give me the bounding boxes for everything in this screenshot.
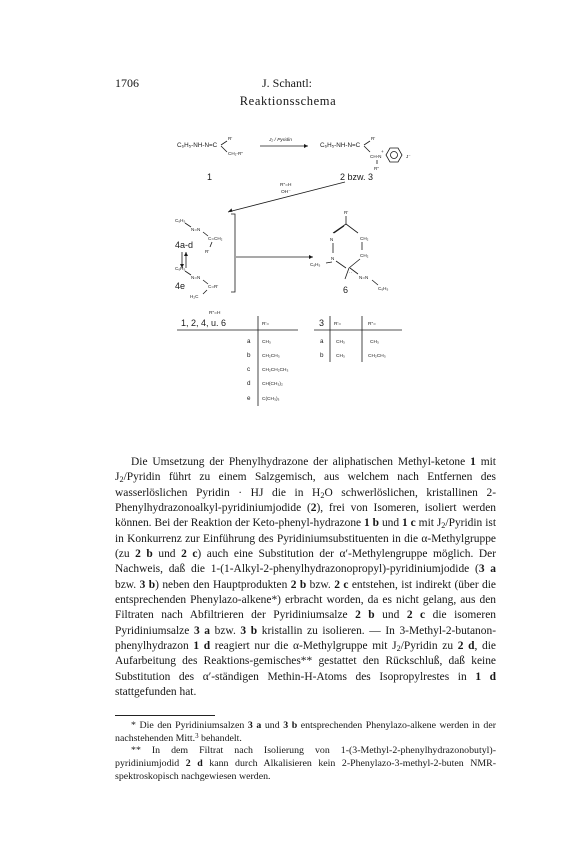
bracket: [231, 214, 235, 292]
compound-4ad-r1: R′: [205, 249, 210, 254]
compound-6-phenyl: C₆H₅: [310, 262, 321, 267]
table-left-row-letter: d: [247, 380, 251, 387]
condition-oh: OH⁻: [281, 190, 291, 195]
product-2-label: 2 bzw. 3: [340, 172, 374, 182]
condition-r2-h: R″=H: [280, 183, 292, 188]
reagent-j2-pyridine: J₂ / Pyridin: [269, 138, 292, 143]
table-left-row-value: CH(CH₃)₂: [262, 382, 283, 387]
compound-6-ring-bond: [346, 224, 358, 233]
compound-4ad-vinyl: C=CH₂: [208, 236, 223, 241]
compound-4ad-phenyl: C₆H₅: [175, 218, 186, 223]
compound-4ad-azo: N=N: [191, 227, 201, 232]
table-left-row-letter: e: [247, 395, 251, 402]
reactant-1-bond: [221, 141, 227, 145]
table-right-row-value: CH₂CH₃: [368, 354, 386, 359]
table-left-row-value: CH₃: [262, 340, 271, 345]
body-text: [115, 455, 496, 701]
compound-6-ring-bond: [334, 226, 344, 233]
reactant-1-bond: [221, 146, 227, 152]
table-right-row-letter: b: [320, 352, 324, 359]
table-left-row-value: CH₂CH₃: [262, 354, 280, 359]
table-left-col: R′=: [262, 322, 270, 327]
compound-6-ring-bond: [336, 261, 346, 268]
table-left-row-letter: b: [247, 352, 251, 359]
product-2-ch-n: CH-N: [370, 154, 382, 159]
scheme-title: Reaktionsschema: [239, 94, 337, 108]
compound-4e-label: 4e: [175, 281, 186, 291]
compound-6-ring-bond: [349, 259, 360, 268]
product-2-bond: [364, 141, 370, 145]
pyridinium-aromatic-icon: [391, 152, 398, 159]
table-right-row-value: CH₃: [370, 340, 379, 345]
footnotes: [115, 720, 496, 784]
compound-6-ch2-b: CH₂: [360, 253, 369, 258]
compound-6-methyl-dots: ··: [349, 270, 353, 275]
compound-6-r1: R′: [344, 210, 349, 215]
product-2-r2: R″: [374, 166, 379, 171]
table-left-row-value: C(CH₃)₃: [262, 397, 280, 402]
arrowhead: [304, 144, 308, 148]
product-2-plus: +: [381, 149, 384, 154]
running-title: J. Schantl:: [262, 76, 312, 90]
arrowhead: [309, 255, 313, 259]
product-2-bond: [364, 146, 370, 152]
compound-6-bond: [372, 280, 378, 285]
table-left-row-value: CH₂CH₂CH₃: [262, 368, 289, 373]
table-right-heading: 3: [319, 318, 325, 328]
table-right-row-letter: a: [320, 338, 324, 345]
table-right-col1: R′=: [334, 322, 342, 327]
compound-4e-carbon: C=R′: [208, 284, 219, 289]
table-left-row-letter: c: [247, 366, 251, 373]
compound-6-ring-bond: [333, 224, 346, 233]
compound-6-n2: N: [331, 256, 335, 261]
table-left-row-letter: a: [247, 338, 251, 345]
pyridinium-ring-icon: [386, 148, 402, 162]
footnote-2: ** In dem Filtrat nach Isolierung von 1-(3-Methyl-2-phenylhydrazonobutyl)-pyridiniumjodid 2 d kann durch Alkalisieren kein 2-Phenylazo-3-methyl-2-buten NMR-spektroskopisch nachgewiesen werden.: [115, 745, 496, 782]
footnote-1: * Die den Pyridiniumsalzen 3 a und 3 b entsprechenden Phenylazo-alkene werden in der nachstehenden Mitt.$^3$ behandelt.: [115, 720, 497, 744]
table-right-row-value: CH₃: [336, 340, 345, 345]
footnote-rule: [115, 715, 215, 716]
arrowhead: [228, 208, 233, 212]
product-2-r1: R′: [371, 136, 376, 141]
reactant-1-phenylhydrazine: C₆H₅-NH-N=C: [177, 142, 218, 149]
compound-4e-h2c: H₂C: [190, 294, 199, 299]
compound-6-azo: N=N: [359, 275, 369, 280]
compound-6-bond: [326, 262, 332, 263]
arrowhead: [184, 252, 188, 256]
compound-4e-bond: [203, 290, 207, 294]
table-right-row-value: CH₃: [336, 354, 345, 359]
reactant-1-label: 1: [207, 172, 213, 182]
product-2-iodide: J⁻: [406, 154, 411, 159]
product-2-phenylhydrazine: C₆H₅-NH-N=C: [320, 142, 361, 149]
table-right-col2: R″=: [368, 322, 376, 327]
compound-4e-azo: N=N: [191, 275, 201, 280]
compound-6-label: 6: [343, 285, 349, 295]
table-left-condition: R″=H: [209, 311, 221, 316]
page-number: 1706: [115, 76, 139, 90]
compound-4ad-label: 4a-d: [175, 240, 194, 250]
table-left-heading: 1, 2, 4, u. 6: [181, 318, 227, 328]
compound-6-ch2-a: CH₂: [360, 236, 369, 241]
compound-6-phenyl-2: C₆H₅: [378, 286, 389, 291]
body-paragraph: Die Umsetzung der Phenylhydrazone der aliphatischen Methyl-ketone 1 mit $J_2$/Pyridin führt zu einem Salzgemisch, aus welchem nach Entfernen des wasserlöslichen Pyridin · HJ die in $H_2O$ schwerlöslichen, kristallinen 2-Phenylhydrazonoalkyl-pyridiniumjodide (2), frei von Isomeren, isoliert werden können. Bei der Reaktion der Keto-phenyl-hydrazone 1 b und 1 c mit $J_2$/Pyridin ist in Konkurrenz zur Einführung des Pyridiniumsubstituenten in die α-Methylgruppe (zu 2 b und 2 c) auch eine Substitution der α′-Methylengruppe möglich. Der Nachweis, daß die 1-(1-Alkyl-2-phenylhydrazonopropyl)-pyridiniumjodide (3 a bzw. 3 b) neben den Hauptprodukten 2 b bzw. 2 c entstehen, ist indirekt (über die entsprechenden Phenylazo-alkene*) erbracht worden, da es nicht gelang, aus den Filtraten nach Abfiltrieren der Pyridiniumsalze 2 b und 2 c die isomeren Pyridiniumsalze 3 a bzw. 3 b kristallin zu isolieren. — In 3-Methyl-2-butanon-phenylhydrazon 1 d reagiert nur die α-Methylgruppe mit $J_2$/Pyridin zu 2 d, die Aufarbeitung des Reaktions-gemisches** gestattet den Rückschluß, daß keine Substitution des α′-ständigen Methin-H-Atoms des Isopropylrestes in 1 d stattgefunden hat.: [115, 456, 497, 699]
compound-4e-phenyl: C₆H₅: [175, 266, 186, 271]
compound-6-n1: N: [330, 237, 334, 242]
reactant-1-ch2: CH₂-R″: [228, 151, 243, 156]
reactant-1-r1: R′: [228, 136, 233, 141]
compound-4ad-bond: [210, 242, 212, 247]
